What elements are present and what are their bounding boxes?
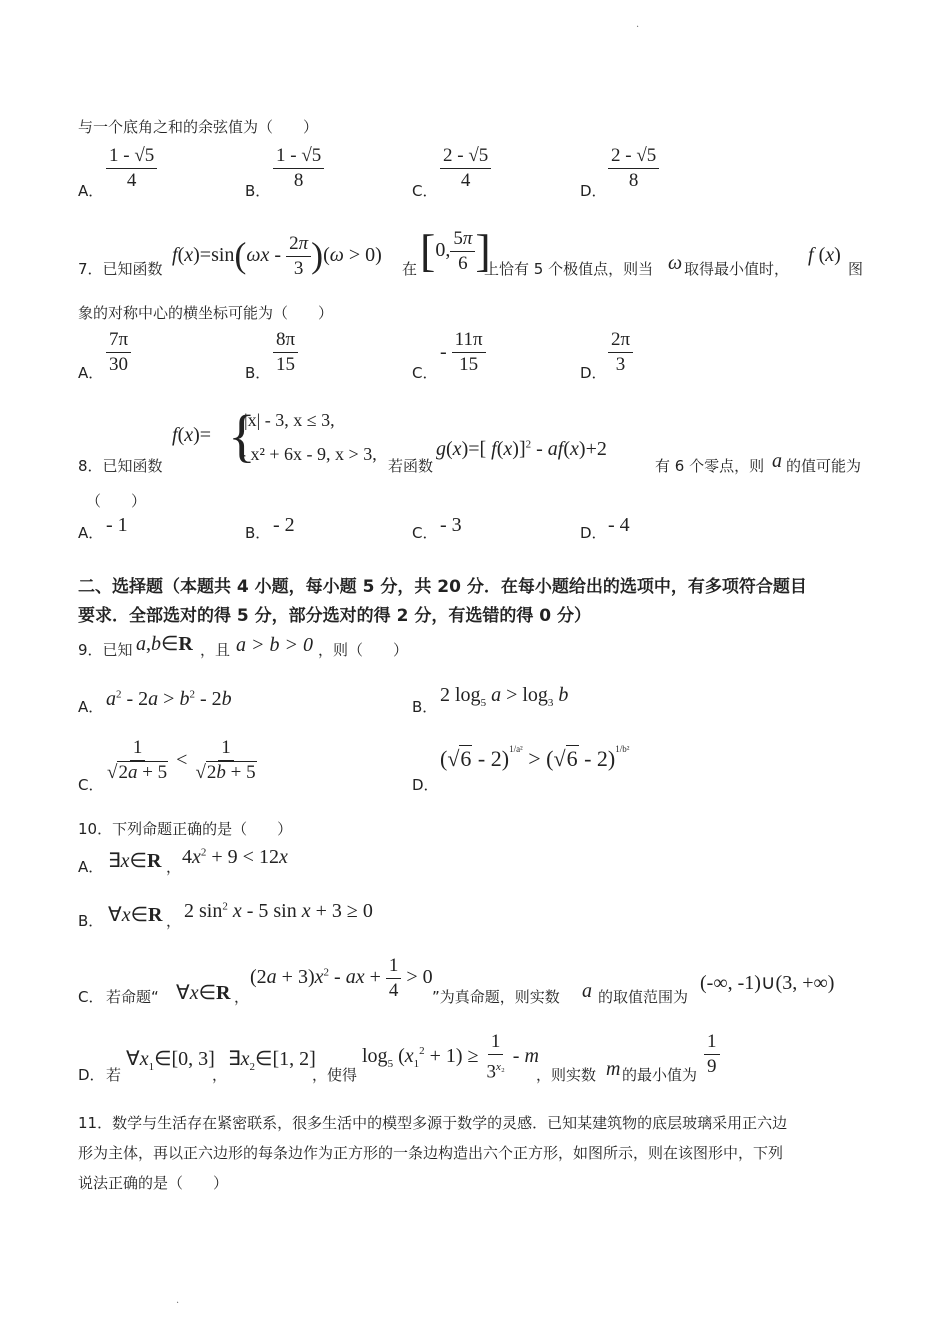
q7-option-numerator: 2π — [608, 328, 633, 353]
q10-d-answer: $\frac{1}{9}$ — [704, 1030, 720, 1079]
q7-mid2: 取得最小值时， — [684, 260, 790, 278]
section2-line2: 要求．全部选对的得 5 分，部分选对的得 2 分，有选错的得 0 分） — [78, 606, 591, 626]
q10-d-q1: $\forall x_1\in[0$, 3] — [126, 1048, 215, 1073]
q7-option-denominator: 15 — [459, 354, 479, 375]
q8-option-label: C． — [412, 524, 438, 542]
q10-b-quant: ∀x∈R — [108, 904, 163, 926]
q9-number: 9．已知 — [78, 641, 133, 659]
q10-c-post: ”为真命题，则实数 — [432, 988, 560, 1006]
q6-option-label: D． — [580, 182, 607, 200]
q9-b-label: B． — [412, 698, 438, 716]
q7-option-numerator: 7π — [106, 328, 131, 353]
q10-a-sep: ， — [166, 858, 182, 876]
q9-d-expr: (√6 - 2)$^{1/a^2}$ > (√6 - 2)$^{1/b^2}$ — [440, 744, 630, 771]
q10-b-sep: ， — [166, 912, 182, 930]
q8-if: 若函数 — [388, 457, 434, 475]
q6-option-denominator: 4 — [126, 170, 137, 191]
q7-function: f(x)=sin(ωx - $\frac{2\pi}{3}$ )(ω > 0) — [172, 233, 382, 279]
q9-cond2: a > b > 0 — [236, 634, 313, 656]
q8-option-value: - 3 — [440, 514, 462, 536]
q8-paren: （ ） — [86, 492, 147, 510]
q9-a-label: A． — [78, 698, 104, 716]
q6-option-numerator: 1 - √5 — [106, 144, 157, 169]
q8-option-value: - 2 — [273, 514, 295, 536]
q10-d-post: ，则实数 — [536, 1066, 597, 1084]
q8-option-value: - 4 — [608, 514, 630, 536]
q7-option-value — [106, 328, 131, 377]
q6-stem-tail: 与一个底角之和的余弦值为（ ） — [78, 118, 319, 136]
q6-option-fraction — [273, 144, 324, 193]
q8-case1: |x| - 3, x ≤ 3, — [244, 410, 335, 430]
q8-option-label: B． — [245, 524, 271, 542]
q7-option-fraction — [608, 328, 633, 377]
page-mark-bottom: · — [176, 1298, 180, 1309]
q10-c-a: a — [582, 980, 592, 1002]
q7-option-value — [440, 328, 486, 377]
q7-option-value — [273, 328, 298, 377]
q7-option-value — [608, 328, 633, 377]
q10-stem: 10．下列命题正确的是（ ） — [78, 820, 293, 838]
q8-option-label: A． — [78, 524, 104, 542]
q11-line2: 形为主体，再以正六边形的每条边作为正方形的一条边构造出六个正方形，如图所示，则在该图形中，下列 — [78, 1144, 784, 1162]
q9-a-expr: $a^2 - 2a > b^2 - 2b$ — [106, 688, 232, 710]
q7-option-denominator: 30 — [109, 354, 129, 375]
q7-in: 在 — [402, 260, 418, 278]
q10-c-sep: ， — [234, 988, 250, 1006]
q11-line3: 说法正确的是（ ） — [78, 1174, 229, 1192]
q10-d-sep2: ，使得 — [312, 1066, 358, 1084]
q6-option-numerator: 2 - √5 — [440, 144, 491, 169]
q10-c-quant: ∀x∈R — [176, 982, 231, 1004]
q7-option-label: B． — [245, 364, 271, 382]
q10-a-label: A． — [78, 858, 104, 876]
q10-d-pre: 若 — [106, 1066, 122, 1084]
q6-option-label: A． — [78, 182, 104, 200]
q6-option-value — [608, 144, 659, 193]
q6-option-fraction — [608, 144, 659, 193]
q9-d-label: D． — [412, 776, 439, 794]
q7-option-sign: - — [440, 341, 452, 363]
q10-a-expr: $4x^2 + 9 < 12x$ — [182, 846, 288, 868]
q7-option-numerator: 8π — [273, 328, 298, 353]
q10-b-label: B． — [78, 912, 104, 930]
q7-line2: 象的对称中心的横坐标可能为（ ） — [78, 304, 334, 322]
q7-option-denominator: 15 — [276, 354, 296, 375]
q10-c-post2: 的取值范围为 — [598, 988, 689, 1006]
q7-omega: ω — [668, 252, 683, 274]
q7-option-label: A． — [78, 364, 104, 382]
q6-option-denominator: 4 — [460, 170, 471, 191]
q10-b-expr: 2 $\sin^2 x - 5$ sin x + 3 ≥ 0 — [184, 900, 373, 922]
q7-number: 7．已知函数 — [78, 260, 163, 278]
q7-option-fraction — [106, 328, 131, 377]
q6-option-value — [106, 144, 157, 193]
q10-d-label: D． — [78, 1066, 105, 1084]
q8-g: g(x)=[ f(x)]$^2$ - af(x)+2 — [436, 438, 607, 460]
q11-line1: 11．数学与生活存在紧密联系，很多生活中的模型多源于数学的灵感．已知某建筑物的底层玻璃采用正六边 — [78, 1114, 788, 1132]
q6-option-fraction — [106, 144, 157, 193]
q7-option-numerator: 11π — [452, 328, 486, 353]
q6-option-fraction — [440, 144, 491, 193]
q6-option-numerator: 2 - √5 — [608, 144, 659, 169]
q9-and: ，且 — [200, 641, 231, 659]
q7-interval: [0, $\frac{5\pi}{6}$ ] — [420, 225, 491, 276]
q7-mid: 上恰有 5 个极值点，则当 — [484, 260, 654, 278]
q10-d-post2: 的最小值为 — [622, 1066, 698, 1084]
q8-number: 8．已知函数 — [78, 457, 163, 475]
q6-option-denominator: 8 — [293, 170, 304, 191]
q7-option-fraction — [452, 328, 486, 377]
q6-option-value — [440, 144, 491, 193]
q7-option-fraction — [273, 328, 298, 377]
q6-option-value — [273, 144, 324, 193]
q10-d-m: m — [606, 1058, 621, 1080]
q10-d-q2: $\exists x_2\in[1$, 2] — [228, 1048, 316, 1073]
q10-d-sep1: ， — [212, 1066, 228, 1084]
q6-option-numerator: 1 - √5 — [273, 144, 324, 169]
q6-option-label: B． — [245, 182, 271, 200]
q6-option-label: C． — [412, 182, 438, 200]
q8-mid: 有 6 个零点，则 — [655, 457, 765, 475]
section2-line1: 二、选择题（本题共 4 小题，每小题 5 分，共 20 分．在每小题给出的选项中，有多项符合题目 — [78, 577, 807, 597]
q8-option-value: - 1 — [106, 514, 128, 536]
q6-option-denominator: 8 — [628, 170, 639, 191]
q10-c-pre: 若命题“ — [106, 988, 159, 1006]
q8-tail: 的值可能为 — [786, 457, 862, 475]
q7-option-denominator: 3 — [615, 354, 626, 375]
q10-c-label: C． — [78, 988, 104, 1006]
q8-brace: { — [228, 403, 256, 468]
q10-d-expr: $\log_5 (x_1^2 + 1)$ ≥ $\frac{1}{3^{x_2}}$ - m — [362, 1031, 539, 1083]
q10-a-quant: ∃x∈R — [108, 850, 162, 872]
q9-b-expr: 2 $\log_5 a > \log_3 b$ — [440, 684, 569, 709]
q7-option-label: D． — [580, 364, 607, 382]
q7-fx: f (x) — [808, 244, 841, 266]
q9-c-expr: $\frac{1}{√2a + 5}$ < $\frac{1}{√2b + 5}$ — [107, 737, 256, 783]
q9-cond1: a,b∈R — [136, 633, 193, 655]
q7-tail: 图 — [848, 260, 864, 278]
q9-tail: ，则（ ） — [318, 641, 409, 659]
q10-c-range: (-∞, -1)∪(3, +∞) — [700, 972, 835, 994]
q8-option-label: D． — [580, 524, 607, 542]
page-mark-top: · — [636, 22, 640, 33]
q8-case2: - x² + 6x - 9, x > 3, — [240, 444, 377, 464]
q7-option-label: C． — [412, 364, 438, 382]
q9-c-label: C． — [78, 776, 104, 794]
q8-f-label: f(x)= — [172, 424, 212, 446]
q10-c-expr: $(2a + 3)x^2$ - ax + $\frac{1}{4}$ > 0 — [250, 955, 433, 1001]
q8-a: a — [772, 450, 782, 472]
